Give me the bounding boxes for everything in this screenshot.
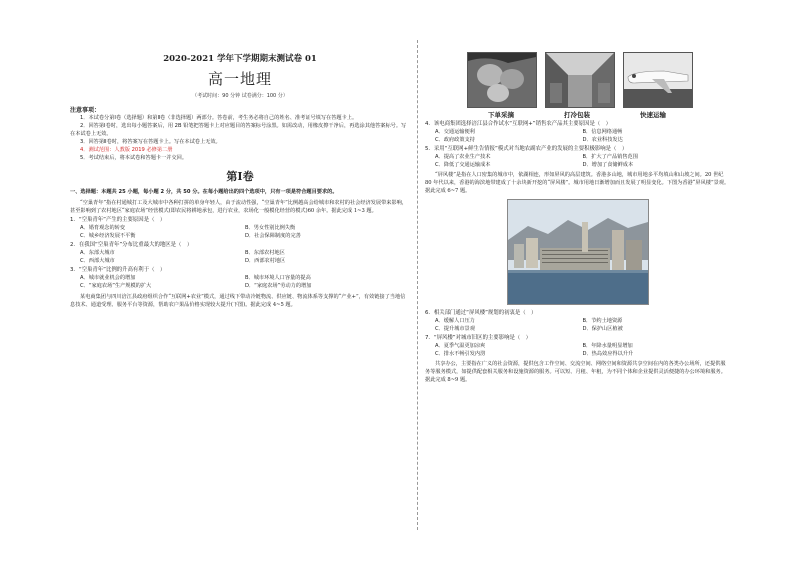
- option: B．扩大了产品销售范围: [582, 154, 638, 160]
- exam-title: 2020-2021 学年下学期期末测试卷 01: [163, 54, 317, 64]
- option: C．排水不畅引发内涝: [435, 351, 486, 357]
- option: B．节约土地资源: [582, 318, 623, 324]
- photo-captions: [425, 110, 730, 119]
- question-6: 6．相关部门通过“屏风楼”规划的初衷是（ ）: [425, 310, 537, 316]
- question-6-options: [425, 317, 730, 333]
- option: B．年降水量明显增加: [582, 343, 633, 349]
- kiwi-fruit-photo: [467, 52, 537, 108]
- option: A．东部大城市: [80, 250, 115, 256]
- option: D．热岛效应得以升升: [582, 351, 634, 357]
- note-3: 3．回答第Ⅱ卷时，将答案写在答题卡上。写在本试卷上无效。: [80, 139, 221, 145]
- option: A．缓解人口压力: [435, 318, 475, 324]
- option: A．婚育观念的转变: [80, 225, 126, 231]
- caption-ship: 快速运输: [640, 111, 666, 119]
- note-2: 2．回答第Ⅰ卷时，选出每小题答案后，用 2B 铅笔把答题卡上对应题目的答案标号涂黑。如需改动，用橡皮擦干净后，再选涂其他答案标号。写在本试卷上无效。: [70, 123, 407, 137]
- option: D．“家庭农场”劳动力的增加: [245, 283, 312, 289]
- option: D．农业科技发达: [582, 137, 623, 143]
- option: D．社会保障制度的完善: [245, 233, 301, 239]
- column-divider: [417, 40, 418, 530]
- exam-meta: （考试时间：90 分钟 试卷满分：100 分）: [192, 93, 288, 99]
- right-column: [425, 50, 730, 384]
- option: B．城市环境人口容量的提高: [245, 275, 311, 281]
- question-3: 3．“空巢青年”比例的升高有利于（ ）: [70, 267, 166, 273]
- option: B．男女性别比例失衡: [245, 225, 296, 231]
- warehouse-photo: [545, 52, 615, 108]
- process-photos: [425, 52, 730, 108]
- note-5: 5．考试结束后，将本试卷和答题卡一并交回。: [80, 155, 188, 161]
- left-column: [70, 50, 410, 309]
- question-4: 4．该电商集团选择涪江县合作试水“互联网+”销售农产品其主要原因是（ ）: [425, 121, 612, 127]
- option: A．城市就业机会的增加: [80, 275, 136, 281]
- subject-title: 高一地理: [207, 70, 272, 88]
- question-4-options: [425, 128, 730, 144]
- option: C．降低了交通运输成本: [435, 162, 491, 168]
- option: C．“家庭农场”生产规模的扩大: [80, 283, 152, 289]
- passage-3: “屏风楼”是指在人口密集的城市中，依湖相连，形如屏风的高层建筑。香港多山地，城市用地多平均填山和山坡之间。20 世纪 80 年代以来，香港的海滨地带建成了十余块新开挖的“屏风楼”。城市用地日渐增加而且发展了明显变化。下图为香港“屏风楼”景观。据此完成 6~7 题。: [425, 172, 730, 194]
- option: D．增加了食储鲜成本: [582, 162, 634, 168]
- question-1-options: [70, 224, 410, 240]
- section-instructions: 一、选择题：本题共 25 小题，每小题 2 分，共 50 分。在每小题给出的四个选项中，只有一项是符合题目要求的。: [70, 189, 338, 195]
- question-2-options: [70, 249, 410, 265]
- caption-pick: 下单采摘: [488, 111, 514, 119]
- option: D．保护山区植被: [582, 326, 623, 332]
- caption-pack: 打冷包装: [564, 111, 590, 119]
- passage-4: 共享办公，主要指在广义的社会资源，提供包含工作空间、交流空间、网络空间和资源共享空间在内的各类办公场所，还提供服务等服务模式，如提供配套相关服务和设施资源的服务。可以短、月租、年租，为不同个体和企业提供灵活便捷的办公环境和服务。据此完成 8~9 题。: [425, 361, 726, 383]
- question-7: 7．“屏风楼”对城市旧区的主要影响是（ ）: [425, 335, 532, 341]
- question-3-options: [70, 274, 410, 290]
- option: C．政府政策支持: [435, 137, 475, 143]
- option: C．城乡经济发展不平衡: [80, 233, 136, 239]
- airplane-photo: [623, 52, 693, 108]
- passage-2: 某电商集团与四川涪江县政府组织合作“互联网+农业”模式，通过线下带动冷链物流、供应链、物流体系等支撑的“产业+”，有效链接了当地信息技术、通道受理、服务平台等资源，帮助农户果品价格实现较大提升(下图)。据此完成 4~5 题。: [70, 294, 406, 308]
- question-5-options: [425, 153, 730, 169]
- notes-heading: 注意事项：: [70, 107, 101, 114]
- option: B．东部农村地区: [245, 250, 285, 256]
- option: C．西部大城市: [80, 258, 115, 264]
- section-title: 第Ⅰ卷: [226, 170, 254, 183]
- option: A．夏季气温更加凉爽: [435, 343, 486, 349]
- question-7-options: [425, 342, 730, 358]
- question-1: 1．“空巢青年”产生的主要原因是（ ）: [70, 217, 166, 223]
- question-2: 2．在我国“空巢青年”分布比重最大的地区是（ ）: [70, 242, 193, 248]
- option: A．提高了农业生产技术: [435, 154, 491, 160]
- hong-kong-skyline-photo: [507, 199, 649, 305]
- note-1: 1．本试卷分第Ⅰ卷（选择题）和第Ⅱ卷（非选择题）两部分。答卷前，考生务必将自己的姓名、准考证号填写在答题卡上。: [80, 115, 358, 121]
- option: D．西部农村地区: [245, 258, 286, 264]
- option: A．交通运输便利: [435, 129, 475, 135]
- passage-1: “空巢青年”指在村通城打工及大城市中各种打拼的单身年轻人，由于流动性强，“空巢青年”比例越高会给城市和农村的社会经济发展带来影响，甚至影响到了农村地区“家庭农场”经营模式(即农民将耕地承包，进行农业，农场化一般模化经营的模式)60 余年。据此完成 1~3 题。: [70, 200, 408, 214]
- option: B．信息网络通畅: [582, 129, 623, 135]
- note-4: 4．测试范围：人教版 2019 必修第二册: [80, 147, 173, 153]
- question-5: 5．采用“互联网+鲜生告情报”模式对当地农副农产业的发展的主要积极影响是（ ）: [425, 146, 628, 152]
- option: C．提升城市景观: [435, 326, 475, 332]
